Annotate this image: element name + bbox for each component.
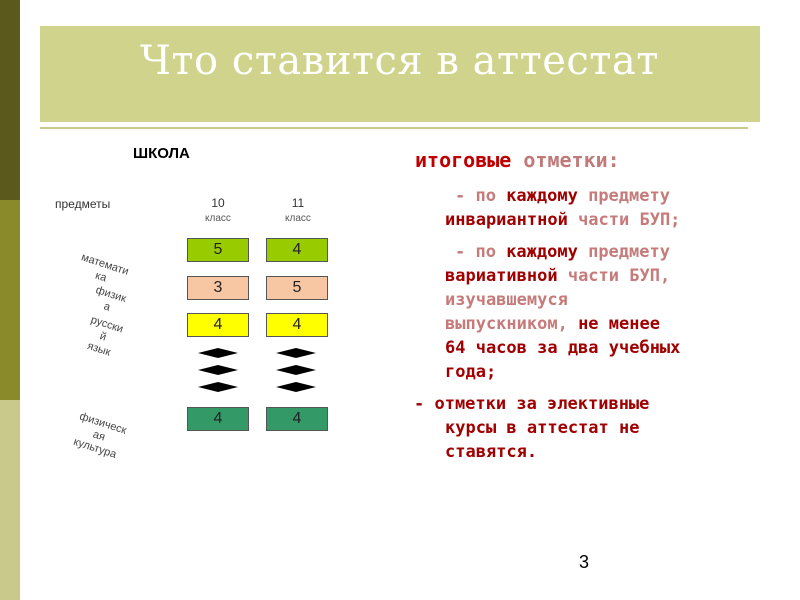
- p2-l2-a: вариативной: [445, 266, 558, 286]
- side-decor-strip: [0, 0, 20, 600]
- grade-11-word: класс: [285, 213, 311, 224]
- grade-cell-pe-10: 4: [187, 407, 249, 431]
- grade-10-number: 10: [211, 196, 225, 210]
- slide-title: Что ставится в аттестат: [140, 38, 659, 84]
- para-1-line-2: [445, 208, 680, 232]
- heading-part-b: отметки:: [511, 148, 620, 172]
- page-number: 3: [579, 552, 590, 572]
- subject-physics-label: физик а: [94, 284, 128, 314]
- para-2-line-5: 64 часов за два учебных: [445, 338, 681, 358]
- grade-11-header: [268, 196, 328, 226]
- grade-cell-physics-10: 3: [187, 276, 249, 300]
- school-label: ШКОЛА: [133, 145, 190, 162]
- p2-l4-a: выпускником,: [445, 314, 568, 334]
- para-2-line-6: года;: [445, 362, 497, 382]
- para-3-line-3: ставятся.: [445, 442, 538, 462]
- ellipsis-diamonds-10: [196, 346, 240, 396]
- p2-l1-a: - по: [455, 242, 496, 262]
- grade-cell-russian-10: 4: [187, 313, 249, 337]
- grade-10-word: класс: [205, 213, 231, 224]
- p2-l1-c: предмету: [577, 242, 670, 262]
- heading-part-a: итоговые: [415, 148, 512, 172]
- p2-l1-b: каждому: [495, 242, 578, 262]
- p2-l2-b: части БУП,: [557, 266, 671, 286]
- p1-l2-a: инвариантной: [445, 210, 568, 230]
- side-strip-mid: [0, 200, 20, 400]
- para-3-line-1: - отметки за элективные: [414, 394, 650, 414]
- p1-l2-b: части БУП;: [567, 210, 681, 230]
- para-2-line-4: [445, 312, 660, 336]
- side-strip-light: [0, 400, 20, 600]
- grade-cell-math-10: 5: [187, 238, 249, 262]
- para-1-line-1: [455, 184, 670, 208]
- final-marks-heading: [415, 148, 620, 172]
- grade-10-header: [188, 196, 248, 226]
- ellipsis-diamonds-11: [274, 346, 318, 396]
- grade-11-number: 11: [291, 196, 305, 210]
- grade-cell-russian-11: 4: [266, 313, 328, 337]
- subject-russian-label: русски й язык: [85, 313, 125, 359]
- p1-l1-c: предмету: [577, 186, 670, 206]
- grade-cell-pe-11: 4: [266, 407, 328, 431]
- title-underline: [40, 127, 748, 129]
- para-2-line-2: [445, 264, 670, 288]
- para-3-line-2: курсы в аттестат не: [445, 418, 640, 438]
- subject-pe-label: физическ ая культура: [71, 410, 128, 461]
- p2-l4-b: не менее: [567, 314, 660, 334]
- para-2-line-1: [455, 240, 670, 264]
- subject-math-label: математи ка: [79, 251, 131, 285]
- p1-l1-b: каждому: [495, 186, 578, 206]
- grade-cell-physics-11: 5: [266, 276, 328, 300]
- grade-cell-math-11: 4: [266, 238, 328, 262]
- p1-l1-a: - по: [455, 186, 496, 206]
- para-2-line-3: изучавшемуся: [445, 290, 568, 310]
- side-strip-dark: [0, 0, 20, 200]
- subjects-label: предметы: [55, 197, 111, 211]
